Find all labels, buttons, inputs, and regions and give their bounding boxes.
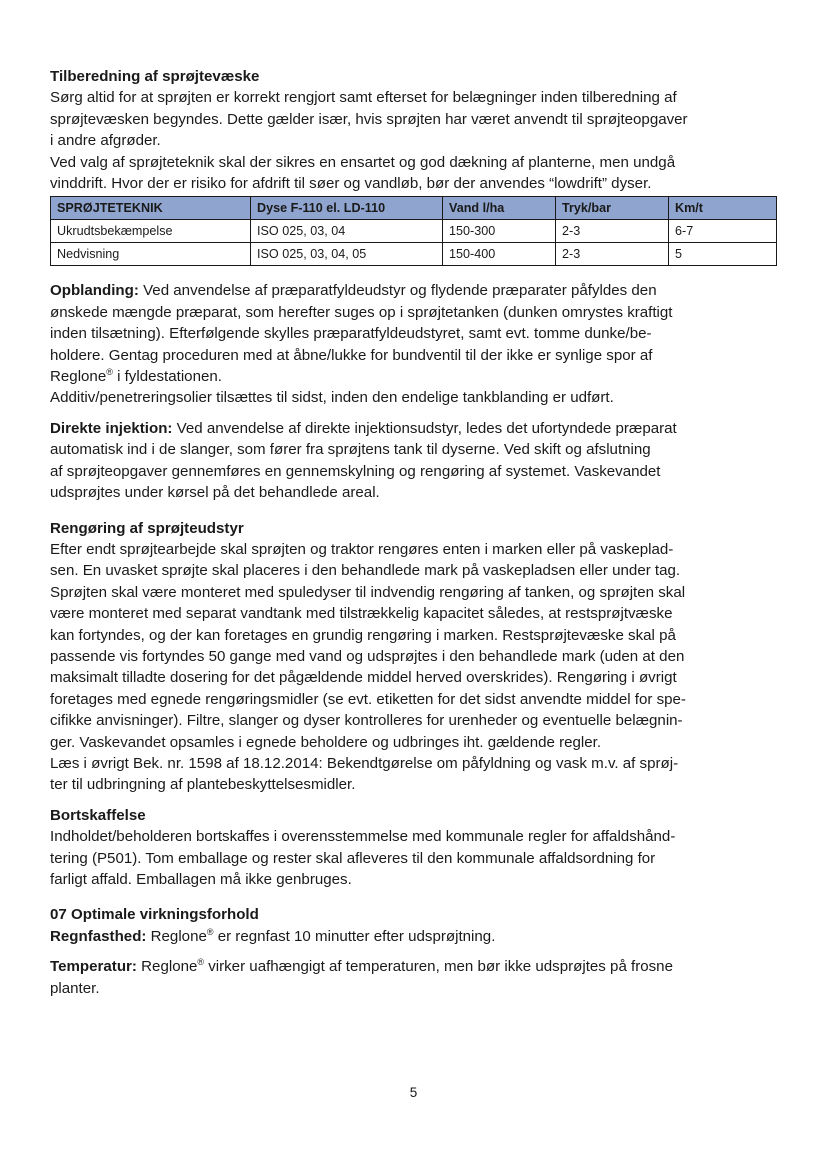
table-cell: ISO 025, 03, 04 <box>251 220 443 243</box>
mixing-line: inden tilsætning). Efterfølgende skylles præparatfyldeudstyret, samt evt. tomme dunke/be- <box>50 325 652 343</box>
injection-line: af sprøjteopgaver gennemføres en gennemskylning og rengøring af systemet. Vaskevandet <box>50 462 661 480</box>
section-cleaning <box>50 518 778 796</box>
document-page <box>50 66 778 999</box>
cleaning-line: ger. Vaskevandet opsamles i egnede beholdere og udbringes iht. gældende regler. <box>50 733 602 751</box>
preparation-line: sprøjtevæsken begyndes. Dette gælder især, hvis sprøjten har været anvendt til sprøjteopgaver <box>50 110 688 128</box>
section-conditions <box>50 904 778 999</box>
column-header: Vand l/ha <box>443 197 556 220</box>
column-header: Km/t <box>669 197 777 220</box>
injection-line: Direkte injektion: Ved anvendelse af direkte injektionsudstyr, ledes det ufortyndede præparat <box>50 419 677 437</box>
section-injection <box>50 418 778 504</box>
cleaning-line: sen. En uvasket sprøjte skal placeres i den behandlede mark på vaskepladsen eller under tag. <box>50 562 681 580</box>
column-header: Tryk/bar <box>556 197 669 220</box>
temperature-line: planter. <box>50 979 100 997</box>
injection-line: udsprøjtes under kørsel på det behandlede areal. <box>50 484 380 502</box>
table-cell: 5 <box>669 243 777 266</box>
heading-conditions: 07 Optimale virkningsforhold <box>50 906 259 924</box>
preparation-line: Ved valg af sprøjteteknik skal der sikres en ensartet og god dækning af planterne, men undgå <box>50 153 676 171</box>
mixing-line: Reglone® i fyldestationen. <box>50 367 222 386</box>
temperature-lead: Temperatur: <box>50 958 137 976</box>
table-row <box>51 220 777 243</box>
mixing-lead: Opblanding: <box>50 282 139 300</box>
cleaning-line: Efter endt sprøjtearbejde skal sprøjten og traktor rengøres enten i marken eller på vaskeplad- <box>50 540 674 558</box>
table-cell: 2-3 <box>556 243 669 266</box>
table-cell: ISO 025, 03, 04, 05 <box>251 243 443 266</box>
cleaning-line: Sprøjten skal være monteret med spuledyser til indvendig rengøring af tanken, og sprøjten skal <box>50 583 686 601</box>
cleaning-line: ter til udbringning af plantebeskyttelsesmidler. <box>50 776 356 794</box>
disposal-line: tering (P501). Tom emballage og rester skal afleveres til den kommunale affaldsordning for <box>50 849 656 867</box>
temperature-line: Temperatur: Reglone® virker uafhængigt af temperaturen, men bør ikke udsprøjtes på frosne <box>50 957 673 976</box>
section-mixing <box>50 280 778 408</box>
disposal-line: Indholdet/beholderen bortskaffes i overensstemmelse med kommunale regler for affaldshånd- <box>50 828 676 846</box>
table-cell: 150-400 <box>443 243 556 266</box>
preparation-line: i andre afgrøder. <box>50 132 161 150</box>
column-header: SPRØJTETEKNIK <box>51 197 251 220</box>
table-cell: 150-300 <box>443 220 556 243</box>
mixing-line: Additiv/penetreringsolier tilsættes til sidst, inden den endelige tankblanding er udført. <box>50 389 614 407</box>
cleaning-line: kan fortyndes, og der kan foretages en grundig rengøring i marken. Restsprøjtevæske skal på <box>50 626 676 644</box>
preparation-line: Sørg altid for at sprøjten er korrekt rengjort samt efterset for belægninger inden tilberedning af <box>50 89 677 107</box>
table-cell: Ukrudtsbekæmpelse <box>51 220 251 243</box>
mixing-line: ønskede mængde præparat, som herefter suges op i sprøjtetanken (dunken omrystes kraftigt <box>50 303 673 321</box>
cleaning-line: passende vis fortyndes 50 gange med vand og udsprøjtes i den behandlede mark (uden at den <box>50 647 685 665</box>
column-header: Dyse F-110 el. LD-110 <box>251 197 443 220</box>
cleaning-line: maksimalt tilladte dosering for det pågældende middel herved overskrides). Rengøring i øvrigt <box>50 669 677 687</box>
heading-disposal: Bortskaffelse <box>50 806 146 824</box>
cleaning-line: foretages med egnede rengøringsmidler (se evt. etiketten for det sidst anvendte middel for spe- <box>50 690 686 708</box>
section-preparation <box>50 66 778 194</box>
disposal-line: farligt affald. Emballagen må ikke genbruges. <box>50 871 352 888</box>
table-cell: 6-7 <box>669 220 777 243</box>
page-number: 5 <box>409 1085 418 1100</box>
injection-lead: Direkte injektion: <box>50 419 173 437</box>
injection-line: automatisk ind i de slanger, som fører fra sprøjtens tank til dyserne. Ved skift og afslutning <box>50 441 651 459</box>
cleaning-line: cifikke anvisninger). Filtre, slanger og dyser kontrolleres for urenheder og eventuelle belægnin- <box>50 712 683 730</box>
table-header-row <box>51 197 777 220</box>
section-disposal <box>50 805 778 891</box>
heading-preparation: Tilberedning af sprøjtevæske <box>50 68 260 85</box>
rain-lead: Regnfasthed: <box>50 927 147 945</box>
rain-fastness-line: Regnfasthed: Reglone® er regnfast 10 minutter efter udsprøjtning. <box>50 926 496 945</box>
table-row <box>51 243 777 266</box>
table-cell: Nedvisning <box>51 243 251 266</box>
cleaning-line: være monteret med separat vandtank med tilstrækkelig kapacitet således, at restsprøjtvæske <box>50 605 673 623</box>
spray-technique-table <box>50 196 777 266</box>
mixing-line: Opblanding: Ved anvendelse af præparatfyldeudstyr og flydende præparater påfyldes den <box>50 282 657 300</box>
cleaning-line: Læs i øvrigt Bek. nr. 1598 af 18.12.2014: Bekendtgørelse om påfyldning og vask m.v. af sprøj- <box>50 754 679 772</box>
table-cell: 2-3 <box>556 220 669 243</box>
preparation-line: vinddrift. Hvor der er risiko for afdrift til søer og vandløb, bør der anvendes “lowdrift” dyser. <box>50 175 652 193</box>
mixing-line: holdere. Gentag proceduren med at åbne/lukke for bundventil til der ikke er synlige spor af <box>50 346 653 364</box>
heading-cleaning: Rengøring af sprøjteudstyr <box>50 519 244 537</box>
